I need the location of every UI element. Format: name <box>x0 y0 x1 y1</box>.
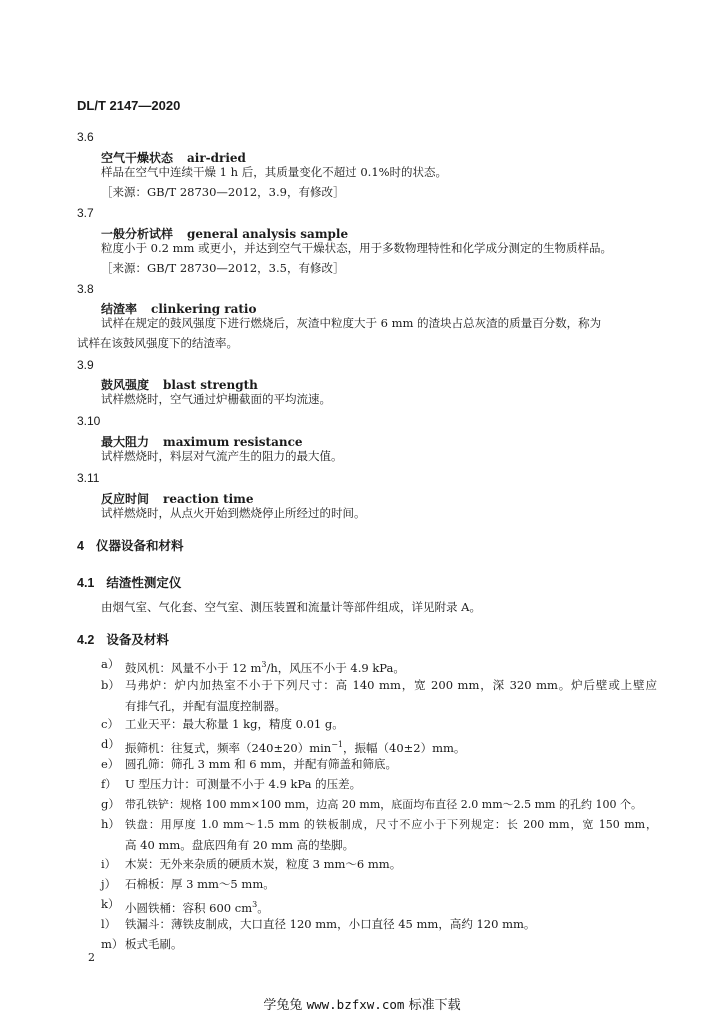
list-item-text: 木炭：无外来杂质的硬质木炭，粒度 3 mm～6 mm。 <box>125 857 402 871</box>
definition-text: 试样燃烧时，从点火开始到燃烧停止所经过的时间。 <box>101 506 366 520</box>
list-item-text: 马弗炉：炉内加热室不小于下列尺寸：高 140 mm，宽 200 mm，深 320 mm。炉后壁或上壁应 <box>125 678 657 692</box>
term-cn: 一般分析试样 <box>101 227 174 241</box>
list-item-text: U 型压力计：可测量不小于 4.9 kPa 的压差。 <box>125 777 362 791</box>
section-number: 3.9 <box>77 358 94 372</box>
subsection-heading <box>77 630 169 648</box>
subsection-number: 4.2 <box>77 633 95 647</box>
term-en: air-dried <box>187 151 246 165</box>
section-number: 3.6 <box>77 130 94 144</box>
list-item <box>101 714 661 735</box>
list-item-text: 鼓风机：风量不小于 12 $m^3/h$，风压不小于 4.9 kPa。 <box>125 660 405 675</box>
source-citation: ［来源：GB/T 28730—2012，3.9，有修改］ <box>101 185 345 199</box>
standard-code-header: DL/T 2147—2020 <box>77 98 181 113</box>
definition-text: 试样在规定的鼓风强度下进行燃烧后，灰渣中粒度大于 6 mm 的渣块占总灰渣的质量百分数，称为 <box>101 316 602 330</box>
list-item-text: 石棉板：厚 3 mm～5 mm。 <box>125 877 275 891</box>
definition-text: 样品在空气中连续干燥 1 h 后，其质量变化不超过 0.1%时的状态。 <box>101 165 448 179</box>
list-item-label: j） <box>101 877 117 891</box>
section-number: 3.11 <box>77 471 100 485</box>
chapter-number: 4 <box>77 539 84 553</box>
list-item <box>101 814 661 856</box>
watermark-footer <box>0 994 724 1013</box>
term-en: reaction time <box>163 492 254 506</box>
term-en: maximum resistance <box>163 435 303 449</box>
list-item <box>101 774 661 795</box>
list-item-text: 工业天平：最大称量 1 kg，精度 0.01 g。 <box>125 717 344 731</box>
list-item-text: 振筛机：往复式，频率$(240\pm 20)\min^{-1}$，振幅（40±2）mm。 <box>125 740 466 755</box>
term-en: blast strength <box>163 378 258 392</box>
list-item-text: 带孔铁铲：规格 100 mm×100 mm，边高 20 mm，底面均布直径 2.0 mm～2.5 mm 的孔约 100 个。 <box>125 798 642 811</box>
list-item-text-continued: 高 40 mm。盘底四角有 20 mm 高的垫脚。 <box>125 838 355 852</box>
section-number: 3.7 <box>77 206 94 220</box>
list-item-label: c） <box>101 717 119 731</box>
chapter-title: 仪器设备和材料 <box>95 539 184 553</box>
definition-text: 粒度小于 0.2 mm 或更小，并达到空气干燥状态，用于多数物理特性和化学成分测定的生物质样品。 <box>101 241 613 255</box>
footer-left-text: 学兔兔 <box>263 998 303 1013</box>
term-cn: 鼓风强度 <box>101 378 150 392</box>
list-item <box>101 675 661 717</box>
subsection-number: 4.1 <box>77 576 95 590</box>
list-item-label: e） <box>101 757 120 771</box>
definition-text: 试样燃烧时，料层对气流产生的阻力的最大值。 <box>101 449 343 463</box>
list-item-label: k） <box>101 897 120 911</box>
list-item <box>101 934 661 955</box>
list-item-label: h） <box>101 817 120 831</box>
list-item-text: 铁盘：用厚度 1.0 mm～1.5 mm 的铁板制成，尺寸不应小于下列规定：长 200 mm，宽 150 mm， <box>125 818 657 831</box>
subsection-heading <box>77 573 181 591</box>
source-citation: ［来源：GB/T 28730—2012，3.5，有修改］ <box>101 261 345 275</box>
list-item-label: m） <box>101 937 124 951</box>
footer-right-text: 标准下载 <box>408 998 461 1013</box>
chapter-heading <box>77 536 183 554</box>
list-item-label: b） <box>101 678 120 692</box>
section-number: 3.8 <box>77 282 94 296</box>
list-item <box>101 754 661 775</box>
list-item-label: g） <box>101 797 120 811</box>
list-item-label: a） <box>101 657 120 671</box>
definition-text-continued: 试样在该鼓风强度下的结渣率。 <box>77 336 238 350</box>
list-item <box>101 874 661 895</box>
list-item-text-continued: 有排气孔，并配有温度控制器。 <box>125 699 286 713</box>
term-en: general analysis sample <box>187 227 349 241</box>
subsection-text: 由烟气室、气化套、空气室、测压装置和流量计等部件组成，详见附录 A。 <box>101 600 481 614</box>
list-item-text: 圆孔筛：筛孔 3 mm 和 6 mm，并配有筛盖和筛底。 <box>125 757 398 771</box>
list-item-label: d） <box>101 737 120 751</box>
list-item <box>101 794 661 815</box>
list-item-text: 小圆铁桶：容积 600 $cm^3$。 <box>125 900 269 915</box>
definition-text: 试样燃烧时，空气通过炉栅截面的平均流速。 <box>101 392 331 406</box>
term-cn: 结渣率 <box>101 302 138 316</box>
term-cn: 最大阻力 <box>101 435 150 449</box>
term-en: clinkering ratio <box>151 302 257 316</box>
page-number: 2 <box>88 951 95 964</box>
list-item <box>101 854 661 875</box>
list-item-text: 铁漏斗：薄铁皮制成，大口直径 120 mm，小口直径 45 mm，高约 120 mm。 <box>125 917 536 931</box>
footer-site-link[interactable]: www.bzfxw.com <box>306 997 405 1012</box>
subsection-title: 结渣性测定仪 <box>106 576 182 590</box>
list-item-label: f） <box>101 777 117 791</box>
list-item-label: i） <box>101 857 117 871</box>
term-cn: 空气干燥状态 <box>101 151 174 165</box>
list-item <box>101 914 661 935</box>
subsection-title: 设备及材料 <box>106 633 169 647</box>
list-item-label: l） <box>101 917 117 931</box>
section-number: 3.10 <box>77 414 101 428</box>
term-cn: 反应时间 <box>101 492 150 506</box>
list-item-text: 板式毛刷。 <box>125 937 183 951</box>
